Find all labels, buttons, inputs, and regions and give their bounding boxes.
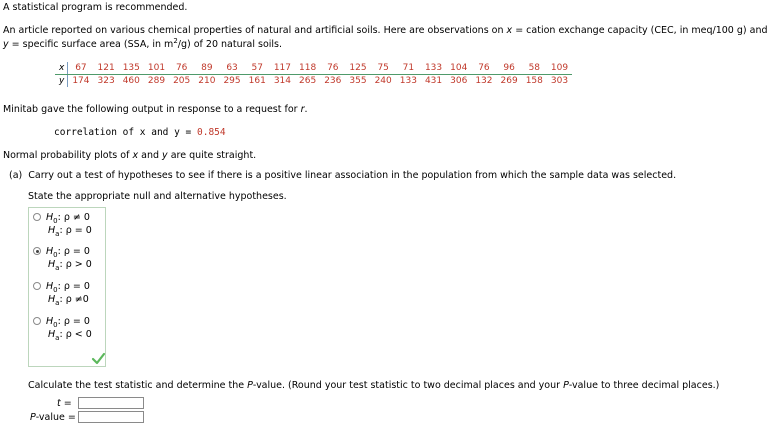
problem-statement-line1: An article reported on various chemical properties of natural and artificial soils. Here are observations on x = cation exchange capacity (CEC, in meq/100 g) and — [3, 25, 768, 36]
y-value-cell: 174 — [72, 76, 90, 86]
pvalue-label: P-value = — [30, 412, 76, 423]
x-value-cell: 135 — [119, 62, 144, 75]
hypotheses-choices: $H_0$: ρ ≠ 0 $H_a$: ρ = 0 $H_0$: ρ = 0 $H_a$: ρ > 0 $H_0$: ρ = 0 $H_a$: ρ ≠0 $H_0$: ρ = 0 $H_a$: ρ < 0 — [28, 207, 106, 367]
pvalue-input[interactable] — [78, 411, 144, 423]
y-value-cell: 269 — [500, 76, 518, 86]
radio-button[interactable] — [33, 282, 41, 290]
x-value-cell: 76 — [320, 62, 345, 75]
x-value-cell: 76 — [471, 62, 496, 75]
y-value-cell: 289 — [147, 76, 166, 86]
y-value-cell: 132 — [475, 76, 493, 86]
x-value-cell: 63 — [219, 62, 244, 75]
y-value-cell: 303 — [550, 76, 569, 86]
table-header-x: x — [55, 62, 68, 75]
table-row-y — [55, 75, 572, 88]
x-value-cell: 67 — [68, 62, 94, 75]
y-value-cell: 205 — [173, 76, 191, 86]
x-value-cell: 133 — [421, 62, 446, 75]
correct-check-icon — [92, 353, 105, 364]
correlation-value: 0.854 — [197, 127, 226, 138]
x-value-cell: 117 — [270, 62, 295, 75]
x-value-cell: 57 — [245, 62, 270, 75]
x-value-cell: 89 — [194, 62, 219, 75]
problem-statement-line2: y = specific surface area (SSA, in $m^2/g$) of 20 natural soils. — [3, 36, 283, 50]
radio-button[interactable] — [33, 247, 41, 255]
x-value-cell: 104 — [446, 62, 471, 75]
x-value-cell: 121 — [94, 62, 119, 75]
y-value-cell: 236 — [324, 76, 342, 86]
x-value-cell: 101 — [144, 62, 169, 75]
y-value-cell: 295 — [223, 76, 241, 86]
t-statistic-input[interactable] — [78, 397, 144, 409]
y-value-cell: 431 — [424, 76, 443, 86]
y-value-cell: 314 — [273, 76, 292, 86]
calculate-text: Calculate the test statistic and determine the P-value. (Round your test statistic to two decimal places and your P-value to three decimal places.) — [28, 380, 720, 391]
y-value-cell: 240 — [374, 76, 392, 86]
radio-button[interactable] — [33, 317, 41, 325]
x-value-cell: 125 — [345, 62, 370, 75]
y-value-cell: 323 — [97, 76, 115, 86]
y-value-cell: 210 — [198, 76, 216, 86]
x-value-cell: 76 — [169, 62, 194, 75]
table-row-x — [55, 62, 572, 75]
part-a-text: (a) Carry out a test of hypotheses to see if there is a positive linear association in the population from which the sample data was selected. — [9, 170, 677, 181]
t-label: t = — [57, 398, 72, 409]
y-value-cell: 355 — [349, 76, 367, 86]
state-hypotheses-text: State the appropriate null and alternative hypotheses. — [28, 191, 287, 202]
x-value-cell: 58 — [522, 62, 547, 75]
radio-button[interactable] — [33, 213, 41, 221]
x-value-cell: 75 — [371, 62, 396, 75]
y-value-cell: 460 — [122, 76, 140, 86]
table-header-y: y — [55, 75, 68, 88]
data-table — [55, 62, 572, 87]
minitab-text: Minitab gave the following output in response to a request for r. — [3, 104, 308, 115]
x-value-cell: 109 — [547, 62, 572, 75]
x-value-cell: 71 — [396, 62, 421, 75]
y-value-cell: 133 — [399, 76, 417, 86]
x-value-cell: 96 — [497, 62, 522, 75]
minitab-output: correlation of x and y = 0.854 — [54, 127, 226, 138]
y-value-cell: 161 — [248, 76, 266, 86]
y-value-cell: 158 — [525, 76, 543, 86]
recommend-note: A statistical program is recommended. — [3, 2, 188, 13]
x-value-cell: 118 — [295, 62, 320, 75]
y-value-cell: 265 — [299, 76, 317, 86]
normal-plots-text: Normal probability plots of x and y are quite straight. — [3, 150, 257, 161]
y-value-cell: 306 — [450, 76, 468, 86]
